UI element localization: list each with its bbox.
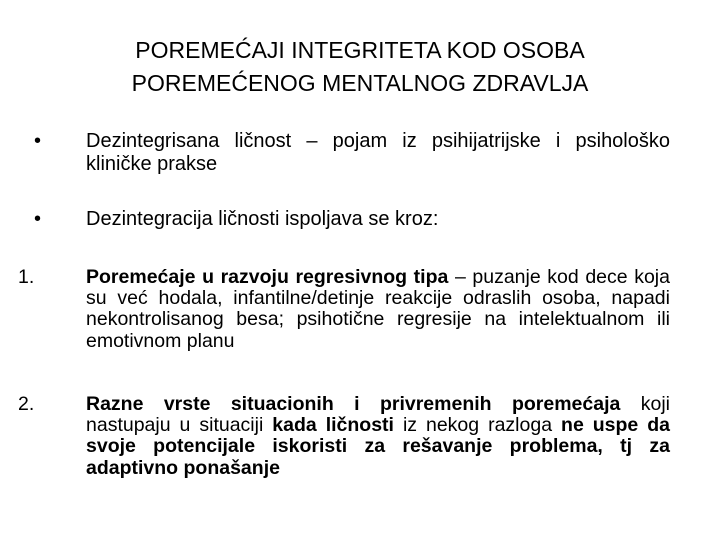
numbered-text (86, 394, 670, 479)
number-marker: 2. (18, 393, 35, 415)
numbered-bold-tail: ne uspe da svoje potencijale iskoristi za rešavanje problema, tj za adaptivno ponašanje (86, 414, 671, 479)
bullet-marker: • (34, 208, 42, 230)
numbered-text (86, 267, 670, 352)
numbered-bold-lead: Razne vrste situacionih i privremenih poremećaja (86, 393, 621, 415)
bullet-text: Dezintegrisana ličnost – pojam iz psihijatrijske i psihološko kliničke prakse (86, 130, 670, 175)
bullet-marker: • (34, 130, 42, 152)
number-marker: 1. (18, 266, 35, 288)
title-line-2: POREMEĆENOG MENTALNOG ZDRAVLJA (131, 70, 589, 96)
title-line-1: POREMEĆAJI INTEGRITETA KOD OSOBA (135, 37, 585, 63)
slide-title (40, 34, 680, 100)
numbered-bold-mid: kada ličnosti (272, 414, 394, 437)
numbered-plain-mid2: iz nekog razloga (393, 414, 562, 437)
bullet-text: Dezintegracija ličnosti ispoljava se kroz: (86, 208, 439, 230)
numbered-rest: – puzanje kod dece koja su već hodala, infantilne/detinje reakcije odraslih osoba, napadi nekontrolisanog besa; psihotične regresije na intelektualnom ili emotivnom planu (86, 266, 670, 352)
numbered-plain-mid: koji nastupaju u situaciji (86, 393, 670, 437)
numbered-bold-lead: Poremećaje u razvoju regresivnog tipa (86, 266, 449, 288)
